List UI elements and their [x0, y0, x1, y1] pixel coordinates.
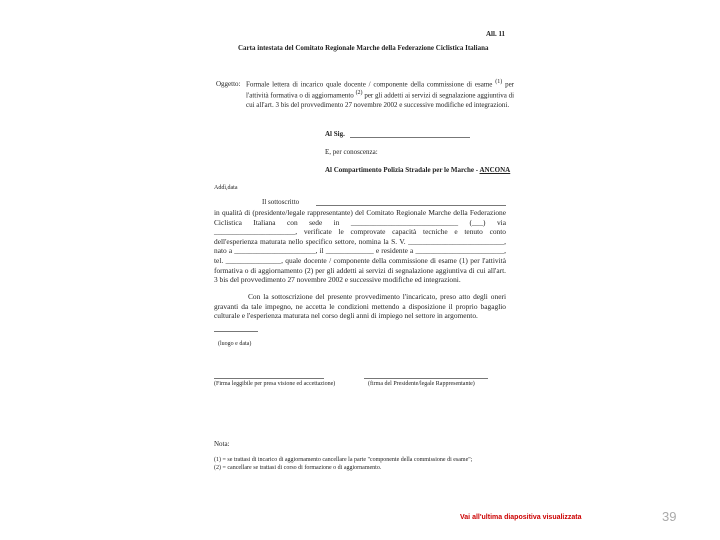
- note-1: (1) = se trattasi di incarico di aggiornamento cancellare la parte "componente della commissione di esame";: [214, 457, 473, 463]
- signature-left-label: (Firma leggibile per presa visione ed accettazione): [214, 381, 336, 387]
- recipient-police: [325, 166, 510, 175]
- signature-right-label: (firma del Presidente/legale Rappresentante): [368, 381, 475, 387]
- subject-line2: per l'attività formativa o di aggiornamento: [246, 80, 515, 100]
- last-viewed-slide-link[interactable]: Vai all'ultima diapositiva visualizzata: [460, 514, 582, 521]
- signature-place-date: (luogo e data): [218, 341, 252, 347]
- subject-line3: aggiuntiva di cui all'art. 3 bis del provvedimento 27 novembre 2002 e successive: [246, 91, 515, 109]
- body-signed: Il sottoscritto: [262, 198, 300, 206]
- recipient-to: Al Sig.: [325, 130, 345, 138]
- recipient-police-label: Al Compartimento Polizia Stradale per le Marche -: [325, 166, 479, 174]
- subject-text: [246, 78, 514, 110]
- signature-right-line: [364, 378, 488, 379]
- subject-line1: Formale lettera di incarico quale docente / componente della commissione di esame: [246, 80, 493, 89]
- note-2: (2) = cancellare se trattasi di corso di formazione o di aggiornamento.: [214, 465, 382, 471]
- recipient-cc: E, per conoscenza:: [325, 148, 378, 156]
- body-paragraph-1: in qualità di (presidente/legale rappresentante) del Comitato Regionale Marche della Federazione Ciclistica Italiana con sede in _____________________________ (___) via ______________________, verificate le comprovate capacità tecniche e tenuto conto dell'esperienza maturata nello specifico settore, nomina la S. V. __________________________, nato a ______________________, il _____________ e residente a ________________________, tel. _______________, quale docente / componente della commissione di esame (1) per l'attività formativa o di aggiornamento (2) per gli addetti ai servizi di segnalazione aggiuntiva di cui all'art. 3 bis del provvedimento 27 novembre 2002 e successive modifiche ed integrazioni.: [214, 208, 506, 285]
- subject-footnote-2: (2): [355, 90, 363, 97]
- subject-line4: modifiche ed integrazioni.: [435, 100, 510, 109]
- recipient-to-line: [350, 137, 470, 138]
- subject-label: Oggetto:: [216, 80, 241, 88]
- subject-footnote-1: (1): [495, 79, 503, 85]
- body-paragraph-2: Con la sottoscrizione del presente provvedimento l'incaricato, preso atto degli oneri gravanti da tale impegno, ne accetta le condizioni mettendo a disposizione il proprio bagaglio culturale e l'esperienza maturata nel corso degli anni di impiego nel settore in argomento.: [214, 292, 506, 321]
- letterhead: Carta intestata del Comitato Regionale Marche della Federazione Ciclistica Italiana: [238, 44, 489, 52]
- place-date-line: [214, 331, 258, 332]
- notes-title: Nota:: [214, 440, 230, 448]
- slide-number: 39: [662, 509, 677, 524]
- signature-left-line: [214, 378, 324, 379]
- recipient-city: ANCONA: [479, 166, 511, 174]
- place-date-top: Addì,data: [214, 185, 238, 191]
- body-signed-line: [316, 205, 506, 206]
- subject-line2b: per gli addetti ai servizi di segnalazione: [364, 91, 476, 100]
- attachment-label: All. 11: [486, 30, 506, 38]
